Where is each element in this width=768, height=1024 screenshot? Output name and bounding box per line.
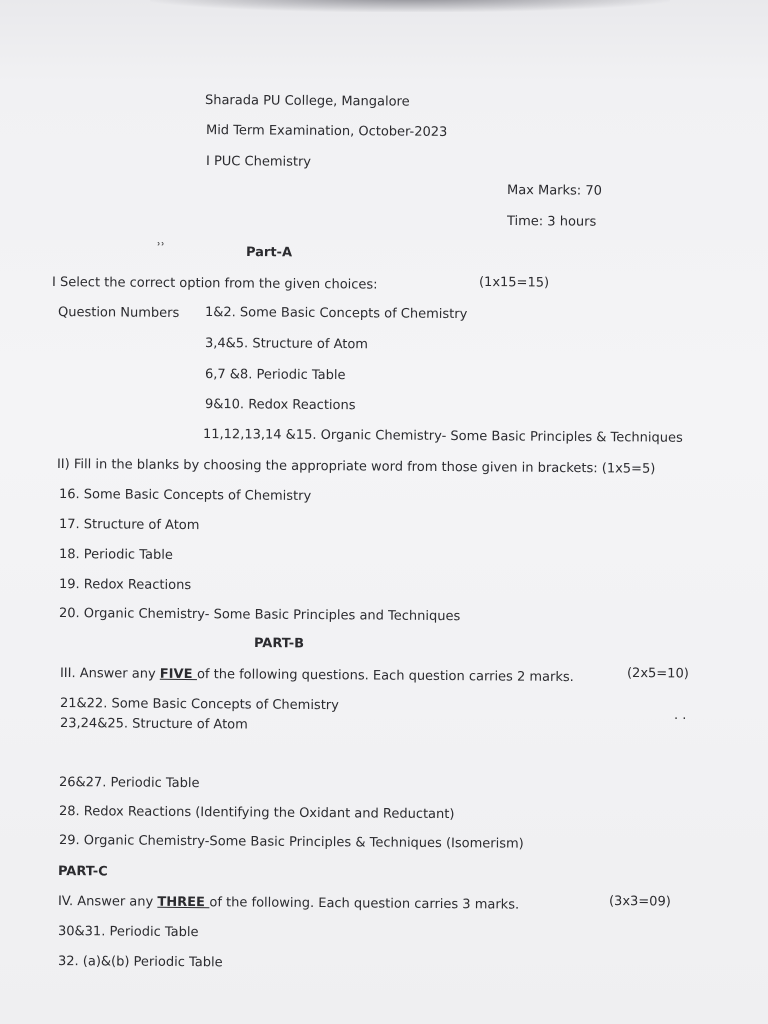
fill-topic-item: 20. Organic Chemistry- Some Basic Principles and Techniques <box>58 606 461 625</box>
part-b-topic-item: 26&27. Periodic Table <box>58 775 200 792</box>
topic-item: 9&10. Redox Reactions <box>204 397 356 414</box>
part-b-topic-item: 21&22. Some Basic Concepts of Chemistry <box>59 696 339 714</box>
section-2-instruction: II) Fill in the blanks by choosing the appropriate word from those given in brackets: (1x5=5) <box>56 457 656 477</box>
section-1-marks: (1x15=15) <box>478 275 550 291</box>
part-b-topic-item: 28. Redox Reactions (Identifying the Oxidant and Reductant) <box>58 804 455 823</box>
stray-mark: ˒˒ <box>157 238 165 253</box>
part-a-title: Part-A <box>245 245 293 261</box>
fill-topic-item: 16. Some Basic Concepts of Chemistry <box>58 487 312 504</box>
part-b-topic-item: 23,24&25. Structure of Atom <box>59 716 248 733</box>
topic-item: 3,4&5. Structure of Atom <box>204 336 369 353</box>
part-c-title: PART-C <box>57 864 108 880</box>
max-marks: Max Marks: 70 <box>506 183 602 199</box>
college-name: Sharada PU College, Mangalore <box>204 93 410 110</box>
stray-mark: · · <box>674 712 687 727</box>
topic-item: 6,7 &8. Periodic Table <box>204 367 346 384</box>
exam-title: Mid Term Examination, October-2023 <box>205 123 448 140</box>
emphasis-five: FIVE <box>159 666 198 683</box>
section-1-instruction: I Select the correct option from the given choices: <box>51 275 378 293</box>
topic-item: 1&2. Some Basic Concepts of Chemistry <box>204 305 468 323</box>
fill-topic-item: 17. Structure of Atom <box>58 517 200 534</box>
part-c-topic-item: 30&31. Periodic Table <box>57 924 199 941</box>
exam-time: Time: 3 hours <box>506 214 597 230</box>
section-3-instruction: III. Answer any FIVE of the following questions. Each question carries 2 marks. <box>59 666 574 686</box>
section-4-marks: (3x3=09) <box>608 894 671 910</box>
subject: I PUC Chemistry <box>205 154 312 170</box>
section-4-instruction: IV. Answer any THREE of the following. Each question carries 3 marks. <box>57 894 520 913</box>
emphasis-three: THREE <box>157 894 210 911</box>
section-3-marks: (2x5=10) <box>626 666 689 682</box>
question-numbers-label: Question Numbers <box>57 305 180 321</box>
fill-topic-item: 18. Periodic Table <box>58 547 173 563</box>
part-b-title: PART-B <box>253 636 305 652</box>
page-top-shadow <box>150 0 670 12</box>
topic-item: 11,12,13,14 &15. Organic Chemistry- Some Basic Principles & Techniques <box>202 427 683 446</box>
fill-topic-item: 19. Redox Reactions <box>58 577 192 594</box>
part-b-topic-item: 29. Organic Chemistry-Some Basic Principles & Techniques (Isomerism) <box>58 833 524 852</box>
part-c-topic-item: 32. (a)&(b) Periodic Table <box>57 954 223 971</box>
